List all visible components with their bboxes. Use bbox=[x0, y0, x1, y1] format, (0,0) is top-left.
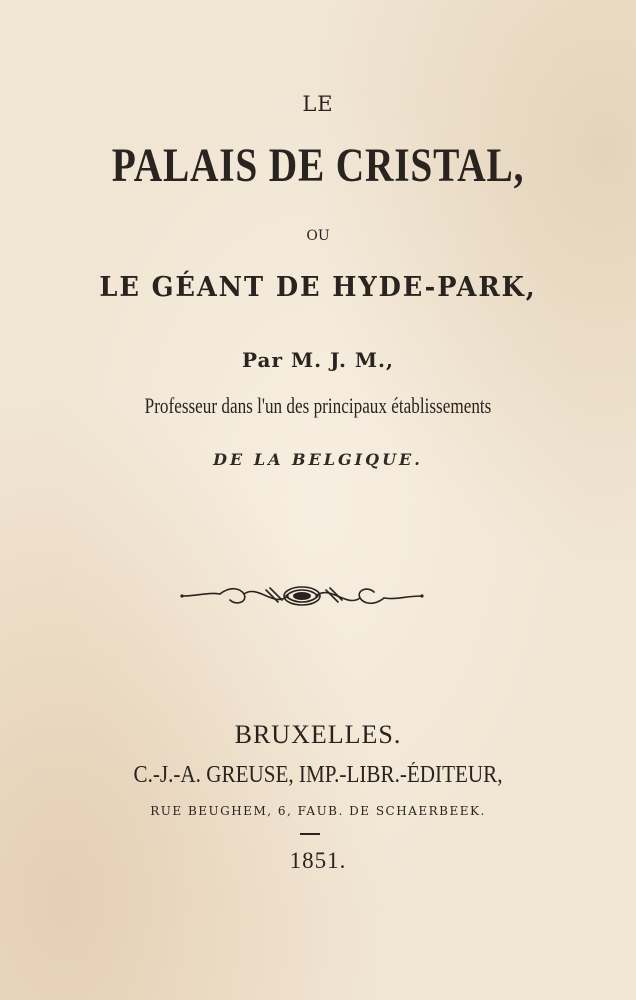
imprint-year: 1851. bbox=[289, 848, 347, 873]
author-description: Professeur dans l'un des principaux établissements bbox=[144, 393, 492, 418]
imprint-city: BRUXELLES. bbox=[234, 720, 402, 749]
title-conjunction: OU bbox=[306, 228, 330, 244]
book-title: PALAIS DE CRISTAL, bbox=[111, 139, 525, 192]
divider bbox=[300, 833, 320, 835]
title-article: LE bbox=[302, 92, 334, 116]
imprint-address: RUE BEUGHEM, 6, FAUB. DE SCHAERBEEK. bbox=[150, 804, 486, 818]
imprint-publisher: C.-J.-A. GREUSE, IMP.-LIBR.-ÉDITEUR, bbox=[133, 762, 503, 788]
author-description-country: DE LA BELGIQUE. bbox=[213, 450, 423, 469]
decorative-scroll-icon bbox=[178, 578, 426, 614]
book-subtitle: LE GÉANT DE HYDE-PARK, bbox=[99, 272, 537, 303]
author-line: Par M. J. M., bbox=[242, 348, 394, 372]
